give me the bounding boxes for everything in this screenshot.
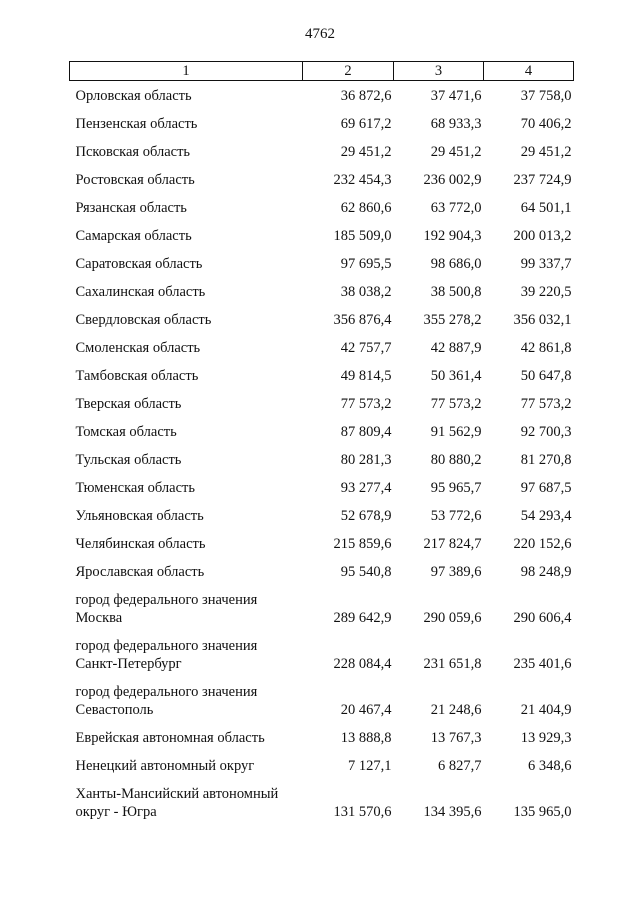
value-col-4: 135 965,0 <box>513 804 572 820</box>
value-col-2: 95 540,8 <box>340 564 392 580</box>
value-col-2: 87 809,4 <box>340 424 392 440</box>
value-col-4: 42 861,8 <box>520 340 572 356</box>
table-row <box>70 329 574 357</box>
value-col-3: 13 767,3 <box>430 730 482 746</box>
value-col-3: 50 361,4 <box>430 368 482 384</box>
value-col-4: 21 404,9 <box>520 702 572 718</box>
table-row <box>70 525 574 553</box>
region-name: Ненецкий автономный округ <box>75 758 255 774</box>
header-row <box>70 62 574 81</box>
table-header <box>70 62 574 81</box>
value-col-3: 236 002,9 <box>423 172 482 188</box>
value-col-2: 232 454,3 <box>333 172 392 188</box>
value-col-4: 356 032,1 <box>513 312 572 328</box>
value-col-2: 80 281,3 <box>340 452 392 468</box>
value-col-4: 97 687,5 <box>520 480 572 496</box>
value-col-3: 290 059,6 <box>423 610 482 626</box>
value-col-3: 68 933,3 <box>430 116 482 132</box>
value-col-3: 38 500,8 <box>430 284 482 300</box>
region-name: Тульская область <box>75 452 182 468</box>
value-col-4: 200 013,2 <box>513 228 572 244</box>
table-row <box>70 161 574 189</box>
region-name: Челябинская область <box>75 536 206 552</box>
value-col-2: 356 876,4 <box>333 312 392 328</box>
value-col-3: 95 965,7 <box>430 480 482 496</box>
region-name: Ульяновская область <box>75 508 204 524</box>
value-col-3: 37 471,6 <box>430 88 482 104</box>
value-col-2: 52 678,9 <box>340 508 392 524</box>
value-col-2: 77 573,2 <box>340 396 392 412</box>
column-header-1: 1 <box>70 62 303 81</box>
value-col-3: 134 395,6 <box>423 804 482 820</box>
region-name: Томская область <box>75 424 177 440</box>
value-col-3: 97 389,6 <box>430 564 482 580</box>
value-col-3: 53 772,6 <box>430 508 482 524</box>
value-col-4: 13 929,3 <box>520 730 572 746</box>
column-header-3: 3 <box>394 62 484 81</box>
value-col-4: 235 401,6 <box>513 656 572 672</box>
page-number: 4762 <box>305 26 335 42</box>
region-name: Еврейская автономная область <box>75 730 265 746</box>
table-row <box>70 357 574 385</box>
table-row <box>70 747 574 775</box>
value-col-2: 42 757,7 <box>340 340 392 356</box>
region-name: город федерального значения Севастополь <box>75 684 258 718</box>
table-row <box>70 385 574 413</box>
value-col-3: 192 904,3 <box>423 228 482 244</box>
table-row <box>70 469 574 497</box>
value-col-2: 7 127,1 <box>348 758 392 774</box>
value-col-4: 290 606,4 <box>513 610 572 626</box>
table-body <box>70 81 574 822</box>
value-col-4: 81 270,8 <box>520 452 572 468</box>
budget-table <box>69 61 574 821</box>
value-col-4: 50 647,8 <box>520 368 572 384</box>
value-col-2: 20 467,4 <box>340 702 392 718</box>
value-col-2: 38 038,2 <box>340 284 392 300</box>
value-col-3: 80 880,2 <box>430 452 482 468</box>
value-col-4: 64 501,1 <box>520 200 572 216</box>
table-row <box>70 413 574 441</box>
value-col-4: 37 758,0 <box>520 88 572 104</box>
table-row <box>70 673 574 719</box>
value-col-2: 97 695,5 <box>340 256 392 272</box>
table-row <box>70 627 574 673</box>
value-col-4: 237 724,9 <box>513 172 572 188</box>
region-name: Ростовская область <box>75 172 195 188</box>
region-name: Псковская область <box>75 144 191 160</box>
region-name: Пензенская область <box>75 116 198 132</box>
table-row <box>70 217 574 245</box>
value-col-3: 77 573,2 <box>430 396 482 412</box>
value-col-2: 49 814,5 <box>340 368 392 384</box>
value-col-4: 220 152,6 <box>513 536 572 552</box>
table-row <box>70 553 574 581</box>
value-col-3: 91 562,9 <box>430 424 482 440</box>
region-name: Тамбовская область <box>75 368 199 384</box>
value-col-4: 39 220,5 <box>520 284 572 300</box>
region-name: Рязанская область <box>75 200 187 216</box>
value-col-3: 231 651,8 <box>423 656 482 672</box>
value-col-2: 13 888,8 <box>340 730 392 746</box>
region-name: Смоленская область <box>75 340 201 356</box>
value-col-2: 62 860,6 <box>340 200 392 216</box>
value-col-2: 131 570,6 <box>333 804 392 820</box>
value-col-4: 6 348,6 <box>528 758 572 774</box>
value-col-3: 29 451,2 <box>430 144 482 160</box>
value-col-4: 98 248,9 <box>520 564 572 580</box>
table-row <box>70 301 574 329</box>
region-name: Свердловская область <box>75 312 212 328</box>
value-col-3: 217 824,7 <box>423 536 482 552</box>
value-col-4: 99 337,7 <box>520 256 572 272</box>
value-col-2: 93 277,4 <box>340 480 392 496</box>
table-row <box>70 133 574 161</box>
value-col-3: 6 827,7 <box>438 758 482 774</box>
value-col-4: 92 700,3 <box>520 424 572 440</box>
value-col-3: 63 772,0 <box>430 200 482 216</box>
value-col-2: 185 509,0 <box>333 228 392 244</box>
value-col-4: 54 293,4 <box>520 508 572 524</box>
value-col-4: 77 573,2 <box>520 396 572 412</box>
table-row <box>70 775 574 821</box>
region-name: Сахалинская область <box>75 284 206 300</box>
region-name: Самарская область <box>75 228 192 244</box>
region-name: Ханты-Мансийский автономный округ - Югра <box>75 786 279 820</box>
value-col-3: 355 278,2 <box>423 312 482 328</box>
column-header-2: 2 <box>303 62 394 81</box>
value-col-2: 69 617,2 <box>340 116 392 132</box>
table-row <box>70 581 574 627</box>
value-col-2: 215 859,6 <box>333 536 392 552</box>
value-col-3: 98 686,0 <box>430 256 482 272</box>
region-name: Ярославская область <box>75 564 205 580</box>
region-name: Тверская область <box>75 396 182 412</box>
region-name: Тюменская область <box>75 480 195 496</box>
table-row <box>70 497 574 525</box>
column-header-4: 4 <box>484 62 574 81</box>
value-col-2: 36 872,6 <box>340 88 392 104</box>
value-col-4: 70 406,2 <box>520 116 572 132</box>
value-col-3: 21 248,6 <box>430 702 482 718</box>
region-name: Орловская область <box>75 88 192 104</box>
region-name: город федерального значения Москва <box>75 592 258 626</box>
value-col-3: 42 887,9 <box>430 340 482 356</box>
value-col-4: 29 451,2 <box>520 144 572 160</box>
table-row <box>70 105 574 133</box>
region-name: Саратовская область <box>75 256 203 272</box>
value-col-2: 289 642,9 <box>333 610 392 626</box>
value-col-2: 29 451,2 <box>340 144 392 160</box>
table-row <box>70 81 574 106</box>
region-name: город федерального значения Санкт-Петербург <box>75 638 258 672</box>
table-row <box>70 245 574 273</box>
table-row <box>70 273 574 301</box>
value-col-2: 228 084,4 <box>333 656 392 672</box>
table-row <box>70 719 574 747</box>
table-row <box>70 189 574 217</box>
table-row <box>70 441 574 469</box>
